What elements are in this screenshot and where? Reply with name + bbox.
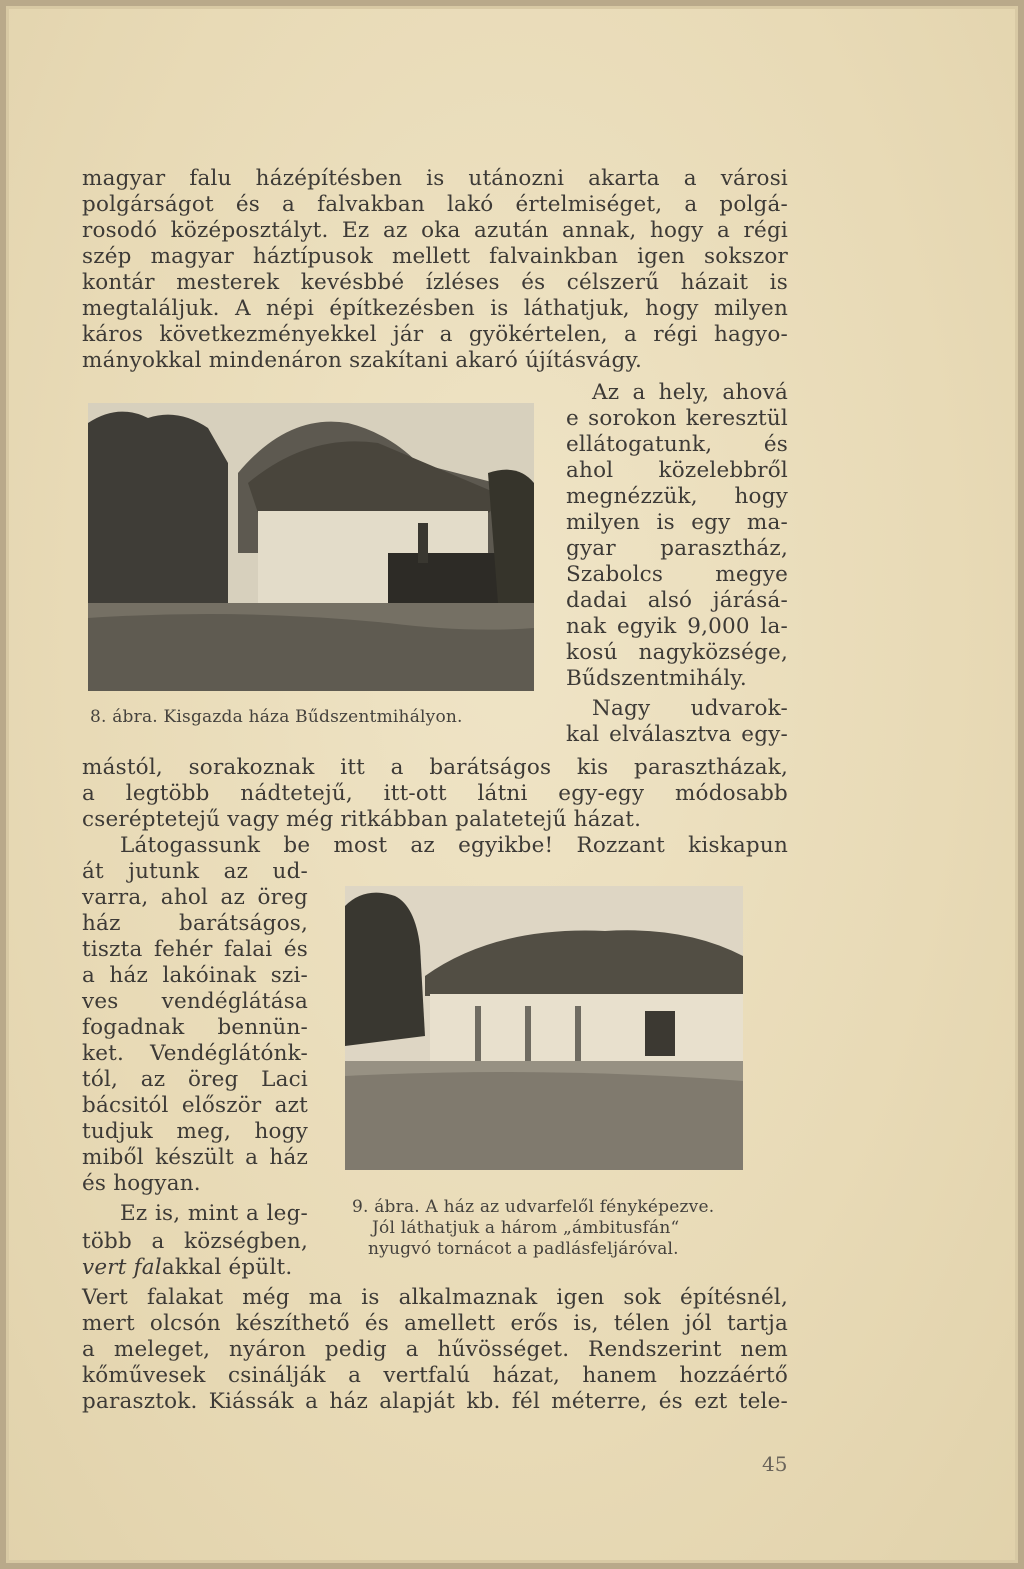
text-line: tiszta fehér falai és <box>82 937 308 962</box>
text-line: Vert falakat még ma is alkalmaznak igen sok építésnél, <box>82 1285 788 1310</box>
text-line: a legtöbb nádtetejű, itt-ott látni egy-egy módosabb <box>82 781 788 806</box>
text-line: Ez is, mint a leg- <box>120 1201 308 1226</box>
text-line: mert olcsón készíthető és amellett erős is, télen jól tartja <box>82 1311 788 1336</box>
text-line: kal elválasztva egy- <box>566 722 788 747</box>
text-fragment: akkal épült. <box>161 1255 293 1280</box>
text-line: ellátogatunk, és <box>566 432 788 457</box>
figure-8-photo <box>88 403 534 691</box>
text-line: mányokkal mindenáron szakítani akaró újításvágy. <box>82 348 643 373</box>
text-line: cseréptetejű vagy még ritkábban palatetejű házat. <box>82 807 642 832</box>
text-line: varra, ahol az öreg <box>82 885 308 910</box>
text-line: Látogassunk be most az egyikbe! Rozzant kiskapun <box>120 833 788 858</box>
text-line: polgárságot és a falvakban lakó értelmiséget, a polgá- <box>82 192 788 217</box>
text-line: kontár mesterek kevésbbé ízléses és célszerű házait is <box>82 270 788 295</box>
text-line: ahol közelebbről <box>566 458 788 483</box>
courtyard-house-illustration <box>345 886 743 1170</box>
text-line: e sorokon keresztül <box>566 406 788 431</box>
text-line: és hogyan. <box>82 1171 201 1196</box>
text-line: ves vendéglátása <box>82 989 308 1014</box>
figure-9-caption-line: nyugvó tornácot a padlásfeljáróval. <box>368 1239 679 1259</box>
text-line: több a községben, <box>82 1229 308 1254</box>
text-line: bácsitól először azt <box>82 1093 308 1118</box>
figure-9-caption-line: 9. ábra. A ház az udvarfelől fényképezve. <box>352 1197 715 1217</box>
text-line: tól, az öreg Laci <box>82 1067 308 1092</box>
text-line: miből készült a ház <box>82 1145 308 1170</box>
text-line: Nagy udvarok- <box>592 696 788 721</box>
italic-term: vert fal <box>82 1255 162 1280</box>
text-line <box>82 1255 342 1281</box>
text-line: a meleget, nyáron pedig a hűvösséget. Rendszerint nem <box>82 1337 788 1362</box>
figure-8-caption: 8. ábra. Kisgazda háza Bűdszentmihályon. <box>90 707 463 727</box>
text-line: káros következményekkel jár a gyökértelen, a régi hagyo- <box>82 322 788 347</box>
figure-9-caption-line: Jól láthatjuk a három „ámbitusfán“ <box>372 1218 680 1238</box>
text-line: kőművesek csinálják a vertfalú házat, hanem hozzáértő <box>82 1363 788 1388</box>
text-line: megtaláljuk. A népi építkezésben is láthatjuk, hogy milyen <box>82 296 788 321</box>
text-line: nak egyik 9,000 la- <box>566 614 788 639</box>
text-line: megnézzük, hogy <box>566 484 788 509</box>
text-line: rosodó középosztályt. Ez az oka azután annak, hogy a régi <box>82 218 788 243</box>
text-line: gyar parasztház, <box>566 536 788 561</box>
text-line: tudjuk meg, hogy <box>82 1119 308 1144</box>
text-line: dadai alsó járásá- <box>566 588 788 613</box>
text-line: fogadnak bennün- <box>82 1015 308 1040</box>
text-line: Szabolcs megye <box>566 562 788 587</box>
figure-9-photo <box>345 886 743 1170</box>
text-line: kosú nagyközsége, <box>566 640 788 665</box>
page-number: 45 <box>762 1452 788 1476</box>
text-line: át jutunk az ud- <box>82 859 308 884</box>
text-line: milyen is egy ma- <box>566 510 788 535</box>
text-line: mástól, sorakoznak itt a barátságos kis parasztházak, <box>82 755 788 780</box>
text-line: szép magyar háztípusok mellett falvainkban igen sokszor <box>82 244 788 269</box>
text-line: Bűdszentmihály. <box>566 666 747 691</box>
text-line: a ház lakóinak szi- <box>82 963 308 988</box>
text-line: Az a hely, ahová <box>592 380 788 405</box>
text-line: ház barátságos, <box>82 911 308 936</box>
text-line: ket. Vendéglátónk- <box>82 1041 308 1066</box>
text-line: parasztok. Kiássák a ház alapját kb. fél méterre, és ezt tele- <box>82 1389 788 1414</box>
farmhouse-illustration <box>88 403 534 691</box>
text-line: magyar falu házépítésben is utánozni akarta a városi <box>82 166 788 191</box>
